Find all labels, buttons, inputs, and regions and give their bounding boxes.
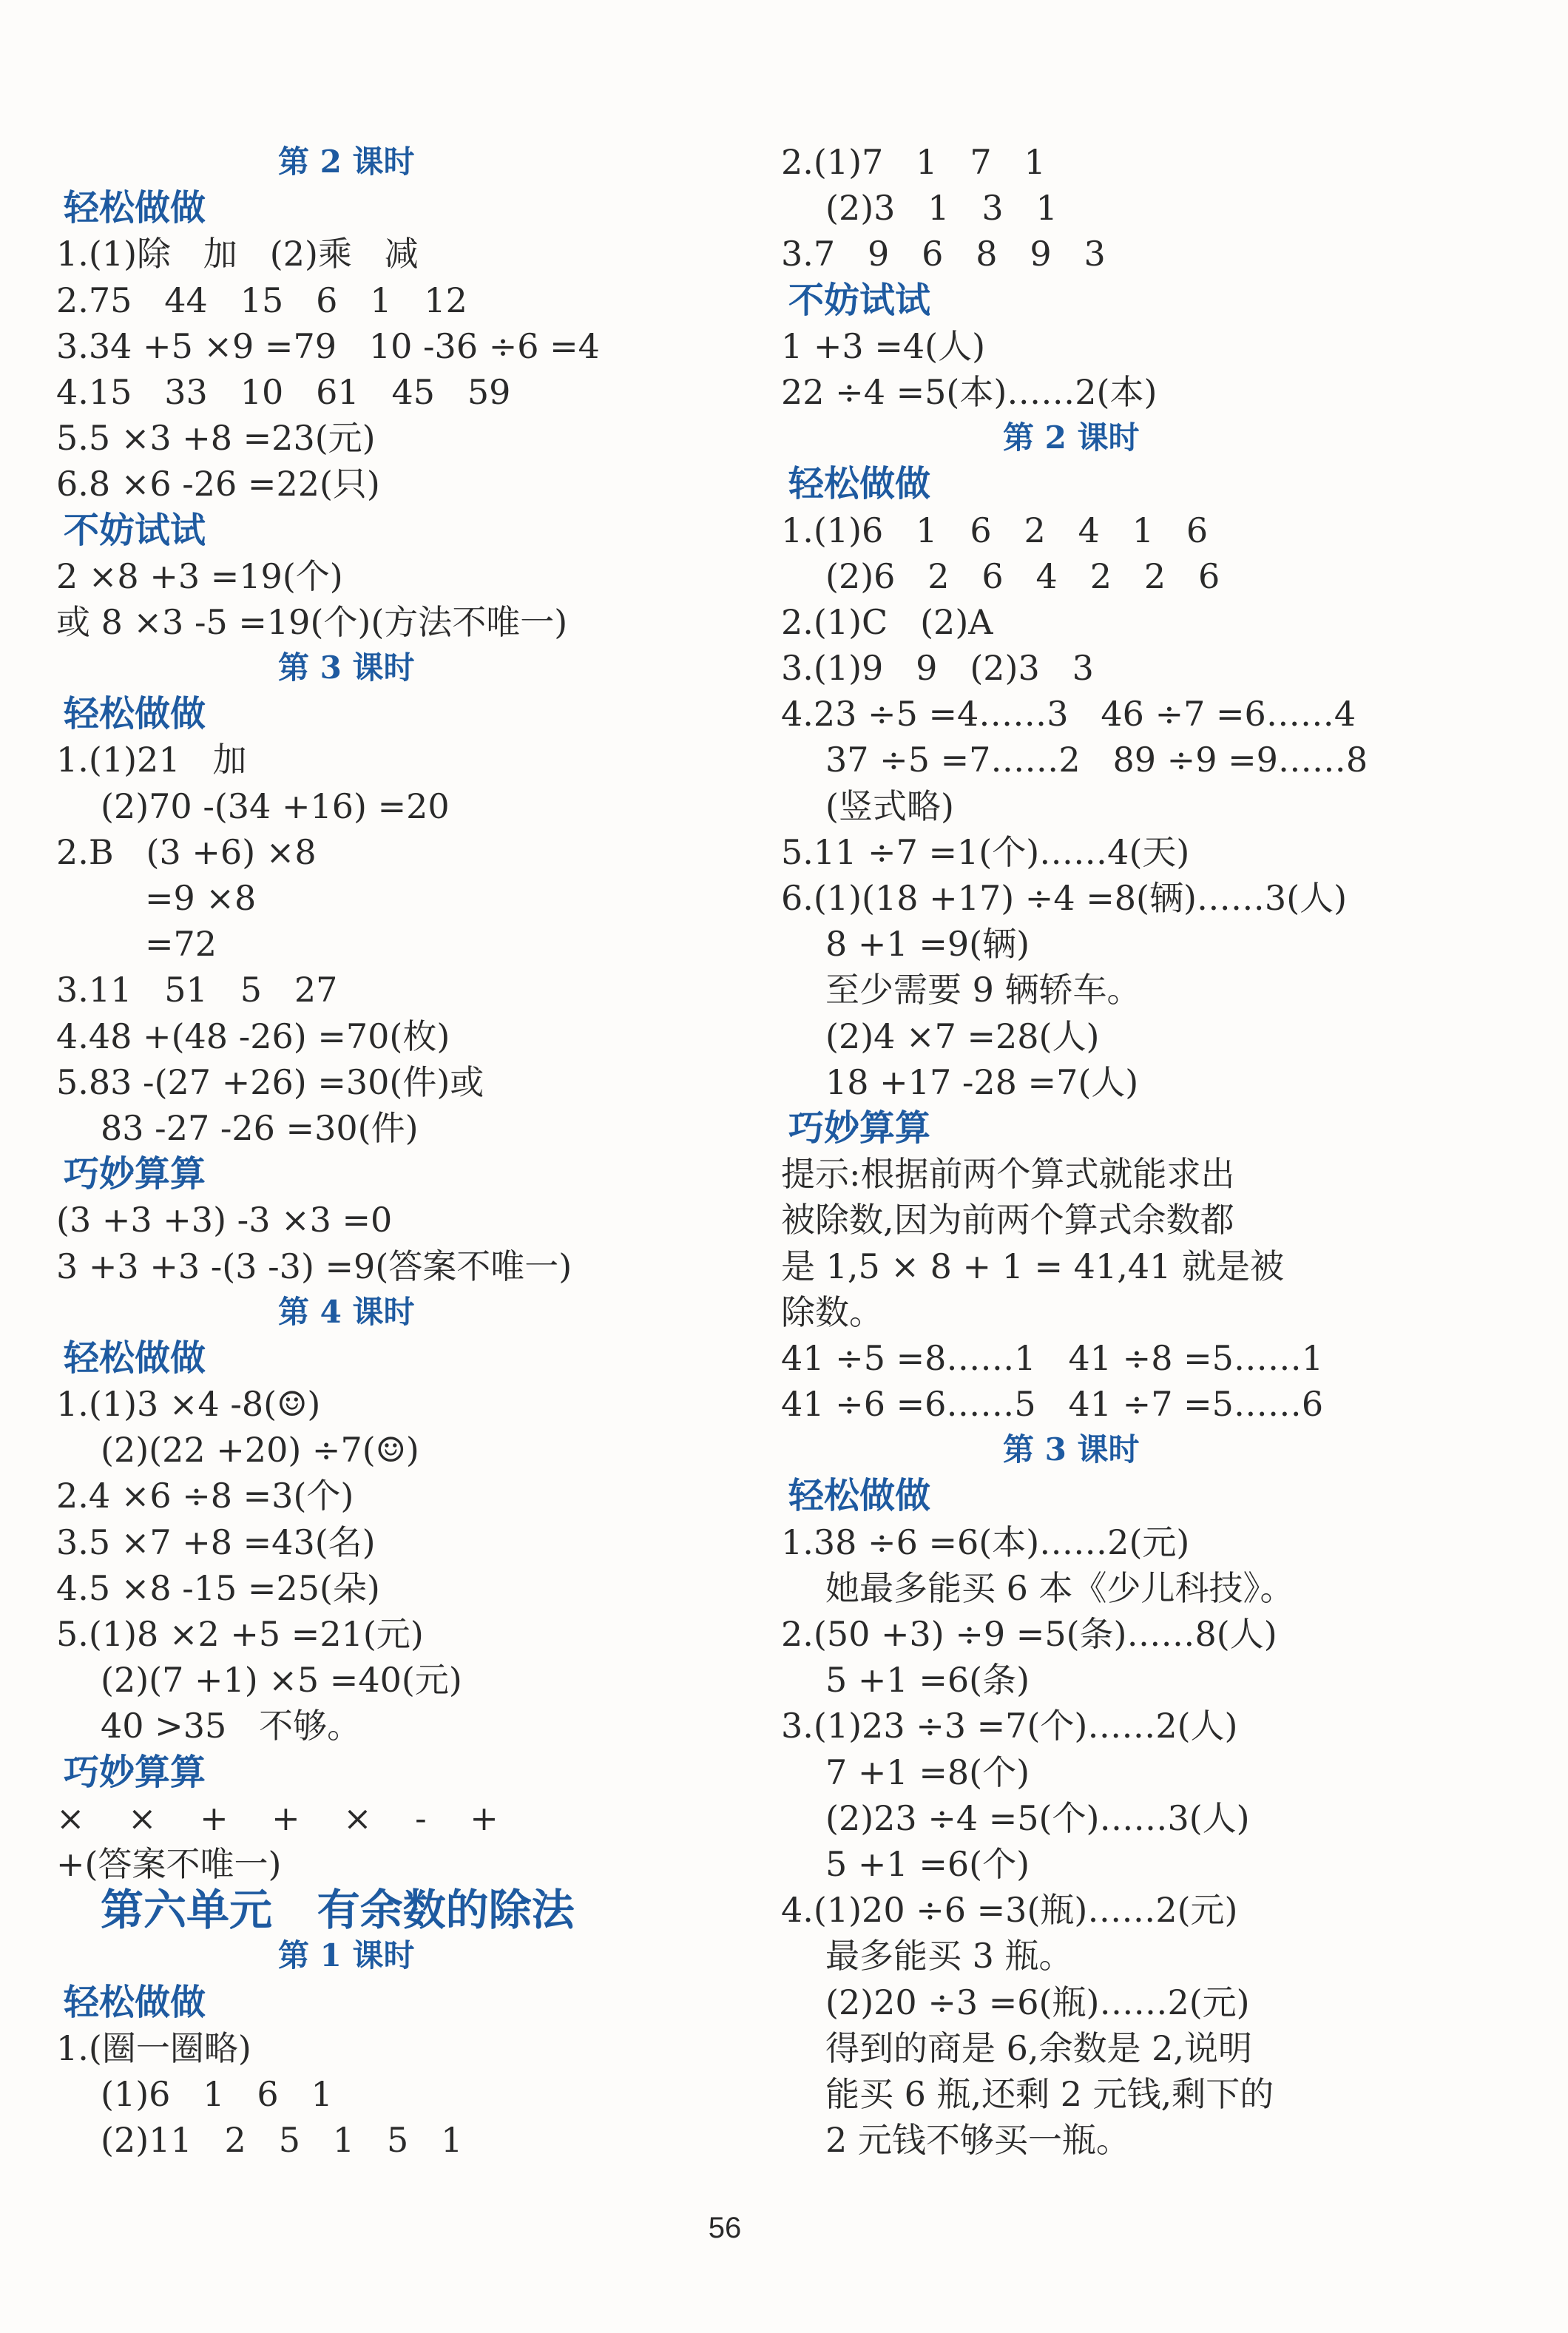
lesson-heading: 第 1 课时	[278, 1937, 415, 1974]
section-heading: 巧妙算算	[64, 1153, 206, 1195]
section-heading: 轻松做做	[64, 693, 206, 735]
answer-line: 18 +17 -28 =7(人)	[825, 1061, 1139, 1102]
answer-line: 2.(1)7 1 7 1	[781, 142, 1046, 182]
section-heading: 轻松做做	[64, 187, 206, 229]
answer-line: +(答案不唯一)	[56, 1843, 282, 1884]
lesson-heading: 第 3 课时	[1003, 1431, 1140, 1468]
answer-line: 1.38 ÷6 =6(本)……2(元)	[781, 1522, 1190, 1562]
answer-line: 是 1,5 × 8 + 1 = 41,41 就是被	[781, 1246, 1284, 1286]
lesson-heading: 第 3 课时	[278, 649, 415, 686]
section-heading: 轻松做做	[64, 1337, 206, 1379]
answer-line: 或 8 ×3 -5 =19(个)(方法不唯一)	[56, 601, 568, 642]
answer-line: 2.(50 +3) ÷9 =5(条)……8(人)	[781, 1614, 1277, 1654]
answer-line: (2)23 ÷4 =5(个)……3(人)	[825, 1797, 1250, 1838]
answer-line: 2.4 ×6 ÷8 =3(个)	[56, 1476, 354, 1516]
answer-line: 至少需要 9 辆轿车。	[825, 970, 1141, 1010]
answer-line: 3.11 51 5 27	[56, 970, 338, 1010]
section-heading: 不妨试试	[64, 509, 206, 551]
answer-line: 3 +3 +3 -(3 -3) =9(答案不唯一)	[56, 1246, 572, 1286]
answer-line: =9 ×8	[145, 878, 257, 918]
answer-line: 1.(1)21 加	[56, 740, 247, 780]
answer-line: 4.23 ÷5 =4……3 46 ÷7 =6……4	[781, 694, 1356, 735]
answer-line: 37 ÷5 =7……2 89 ÷9 =9……8	[825, 740, 1368, 780]
answer-line: 7 +1 =8(个)	[825, 1752, 1030, 1792]
answer-line: 1.(1)6 1 6 2 4 1 6	[781, 510, 1209, 550]
answer-line: 2 元钱不够买一瓶。	[825, 2120, 1130, 2161]
answer-line: 4.15 33 10 61 45 59	[56, 371, 511, 412]
answer-line: 3.(1)23 ÷3 =7(个)……2(人)	[781, 1706, 1238, 1746]
answer-line: (2)6 2 6 4 2 2 6	[825, 556, 1220, 596]
answer-line: 5 +1 =6(个)	[825, 1843, 1030, 1884]
answer-line: (竖式略)	[825, 786, 954, 826]
answer-line: 得到的商是 6,余数是 2,说明	[825, 2028, 1253, 2068]
unit-heading: 第六单元 有余数的除法	[101, 1885, 575, 1936]
answer-line: 被除数,因为前两个算式余数都	[781, 1200, 1234, 1240]
answer-line: 3.5 ×7 +8 =43(名)	[56, 1522, 376, 1562]
right-column	[781, 139, 1491, 2163]
answer-line: 4.5 ×8 -15 =25(朵)	[56, 1567, 380, 1608]
answer-line: (2)(7 +1) ×5 =40(元)	[101, 1660, 462, 1701]
answer-line: 最多能买 3 瓶。	[825, 1936, 1073, 1976]
answer-line: 2.(1)C (2)A	[781, 601, 993, 642]
answer-line: (2)11 2 5 1 5 1	[101, 2120, 463, 2161]
answer-line: 83 -27 -26 =30(件)	[101, 1107, 419, 1148]
answer-line: 3.34 +5 ×9 =79 10 -36 ÷6 =4	[56, 325, 600, 366]
answer-line: 40 >35 不够。	[101, 1706, 362, 1746]
answer-line: 1.(1)3 ×4 -8(☺)	[56, 1384, 321, 1425]
answer-line: 6.(1)(18 +17) ÷4 =8(辆)……3(人)	[781, 878, 1348, 918]
answer-line: 41 ÷5 =8……1 41 ÷8 =5……1	[781, 1337, 1324, 1378]
answer-line: 她最多能买 6 本《少儿科技》。	[825, 1567, 1294, 1608]
section-heading: 巧妙算算	[788, 1107, 931, 1149]
answer-line: 41 ÷6 =6……5 41 ÷7 =5……6	[781, 1384, 1324, 1425]
answer-line: 2 ×8 +3 =19(个)	[56, 556, 343, 596]
answer-line: 1 +3 =4(人)	[781, 325, 986, 366]
section-heading: 轻松做做	[788, 1475, 931, 1517]
answer-line: 3.7 9 6 8 9 3	[781, 234, 1106, 274]
section-heading: 不妨试试	[788, 279, 931, 321]
left-column	[56, 139, 737, 2163]
page-number: 56	[708, 2212, 742, 2244]
answer-line: (2)3 1 3 1	[825, 188, 1058, 229]
answer-line: (2)20 ÷3 =6(瓶)……2(元)	[825, 1982, 1250, 2022]
answer-line: 能买 6 瓶,还剩 2 元钱,剩下的	[825, 2073, 1274, 2114]
section-heading: 轻松做做	[788, 463, 931, 505]
answer-line: 5 +1 =6(条)	[825, 1660, 1030, 1701]
answer-line: (3 +3 +3) -3 ×3 =0	[56, 1200, 393, 1240]
section-heading: 轻松做做	[64, 1981, 206, 2023]
answer-line: (1)6 1 6 1	[101, 2073, 333, 2114]
answer-line: 8 +1 =9(辆)	[825, 924, 1030, 965]
answer-line: 1.(圈一圈略)	[56, 2028, 251, 2068]
answer-line: (2)70 -(34 +16) =20	[101, 786, 450, 826]
answer-line: 2.B (3 +6) ×8	[56, 831, 317, 872]
answer-line: 22 ÷4 =5(本)……2(本)	[781, 371, 1158, 412]
answer-line: 4.48 +(48 -26) =70(枚)	[56, 1016, 450, 1056]
lesson-heading: 第 2 课时	[1003, 419, 1140, 456]
answer-line: 提示:根据前两个算式就能求出	[781, 1154, 1235, 1195]
answer-line: (2)(22 +20) ÷7(☺)	[101, 1430, 419, 1471]
answer-line: 2.75 44 15 6 1 12	[56, 280, 467, 320]
answer-line: × × + + × - +	[56, 1797, 499, 1838]
answer-line: 1.(1)除 加 (2)乘 减	[56, 234, 419, 274]
answer-line: 除数。	[781, 1292, 883, 1332]
answer-line: (2)4 ×7 =28(人)	[825, 1016, 1100, 1056]
answer-line: 5.5 ×3 +8 =23(元)	[56, 418, 376, 459]
answer-line: 5.(1)8 ×2 +5 =21(元)	[56, 1614, 424, 1654]
answer-line: 3.(1)9 9 (2)3 3	[781, 648, 1094, 689]
answer-line: 5.83 -(27 +26) =30(件)或	[56, 1061, 484, 1102]
section-heading: 巧妙算算	[64, 1751, 206, 1793]
answer-line: 5.11 ÷7 =1(个)……4(天)	[781, 831, 1190, 872]
lesson-heading: 第 2 课时	[278, 144, 415, 180]
lesson-heading: 第 4 课时	[278, 1293, 415, 1330]
answer-line: =72	[145, 924, 217, 965]
answer-line: 6.8 ×6 -26 =22(只)	[56, 464, 380, 504]
answer-line: 4.(1)20 ÷6 =3(瓶)……2(元)	[781, 1890, 1238, 1931]
